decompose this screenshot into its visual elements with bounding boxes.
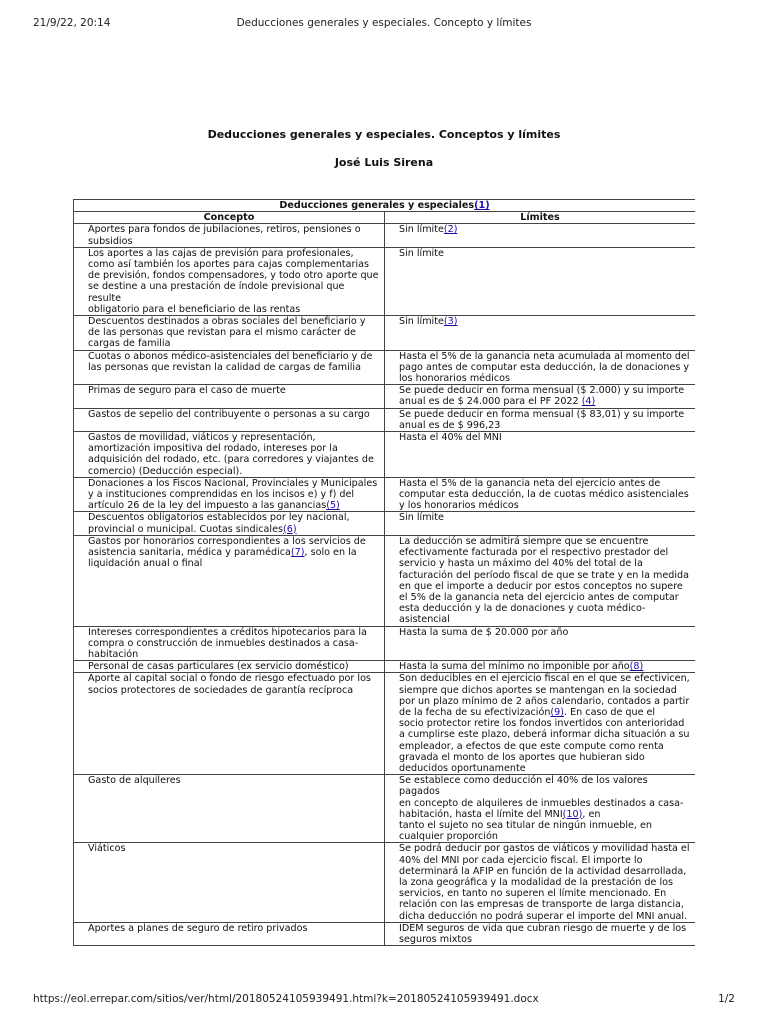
cell-text: Hasta la suma de $ 20.000 por año [399, 626, 569, 638]
concepto-cell [74, 477, 385, 512]
concepto-cell [74, 316, 385, 351]
limite-cell [385, 224, 696, 247]
column-header-limites: Límites [385, 212, 696, 224]
print-url: https://eol.errepar.com/sitios/ver/html/20180524105939491.html?k=20180524105939491.docx [33, 993, 539, 1005]
cell-line [88, 248, 379, 304]
footnote-link[interactable]: (4) [581, 396, 596, 408]
table-row [74, 477, 696, 512]
cell-line [88, 627, 379, 661]
cell-line [399, 536, 690, 626]
concepto-cell [74, 843, 385, 922]
cell-text: Gasto de alquileres [88, 775, 181, 787]
column-header-concepto: Concepto [74, 212, 385, 224]
deductions-table-container [73, 199, 695, 983]
document-title: Deducciones generales y especiales. Conceptos y límites [207, 128, 561, 141]
concepto-cell [74, 512, 385, 535]
cell-text: Sin límite [399, 316, 444, 328]
cell-line [88, 661, 379, 672]
limite-cell [385, 385, 696, 408]
cell-text: Descuentos obligatorios establecidos por ley nacional, provincial o municipal. Cuotas sindicales [88, 512, 350, 535]
cell-text: Los aportes a las cajas de previsión para profesionales, como así también los aportes para cajas complementarias de previsión, fondos compensadores, y todo otro aporte que se destine a una prestación de índole previsional que resulte [88, 247, 379, 304]
concepto-cell [74, 673, 385, 775]
cell-line [399, 934, 690, 945]
cell-line [399, 409, 690, 431]
footnote-link[interactable]: (3) [443, 316, 458, 328]
table-body [74, 224, 696, 946]
cell-line [88, 843, 379, 854]
cell-line [88, 304, 379, 315]
concepto-cell [74, 408, 385, 431]
print-datetime: 21/9/22, 20:14 [33, 17, 111, 29]
table-row [74, 535, 696, 626]
cell-text: Se puede deducir en forma mensual ($ 2.000) y su importe anual es de $ 24.000 para el PF 2022 [399, 385, 685, 408]
print-page-title: Deducciones generales y especiales. Concepto y límites [236, 17, 532, 29]
footnote-link[interactable]: (2) [443, 224, 458, 236]
cell-text: , solo en la liquidación anual o final [88, 547, 357, 570]
footnote-link[interactable]: (5) [326, 500, 340, 512]
table-row [74, 350, 696, 385]
footnote-link[interactable]: (6) [282, 523, 297, 535]
cell-line [399, 729, 690, 774]
cell-line [399, 923, 690, 934]
limite-cell [385, 535, 696, 626]
deductions-table [73, 199, 695, 946]
cell-text: seguros mixtos [399, 934, 473, 945]
limite-cell [385, 477, 696, 512]
table-row [74, 432, 696, 478]
table-row [74, 224, 696, 247]
limite-cell [385, 316, 696, 351]
cell-line [88, 432, 379, 477]
cell-line [399, 661, 690, 672]
footnote-link[interactable]: (9) [550, 706, 564, 718]
table-row [74, 512, 696, 535]
footnote-link[interactable]: (8) [629, 661, 644, 673]
table-caption-text: Deducciones generales y especiales [279, 200, 475, 211]
cell-text: socio protector retire los fondos invertidos con anterioridad [399, 718, 685, 730]
cell-line [88, 673, 379, 695]
cell-text: Intereses correspondientes a créditos hipotecarios para la compra o construcción de inmuebles destinados a casa-habitación [88, 626, 367, 660]
cell-text: Sin límite [399, 247, 444, 259]
cell-line [88, 351, 379, 373]
cell-text: Se establece como deducción el 40% de los valores pagados [399, 775, 648, 798]
cell-line [88, 923, 379, 934]
footnote-link[interactable]: (1) [474, 200, 490, 211]
limite-cell [385, 922, 696, 945]
cell-text: Sin límite [399, 224, 444, 236]
cell-line [399, 512, 690, 523]
cell-line [399, 627, 690, 638]
cell-text: tanto el sujeto no sea titular de ningún inmueble, en cualquier proporción [399, 819, 652, 843]
cell-line [88, 316, 379, 350]
cell-text: obligatorio para el beneficiario de las rentas [88, 303, 301, 315]
table-caption-row [74, 200, 696, 212]
table-row [74, 922, 696, 945]
cell-text: Aporte al capital social o fondo de riesgo efectuado por los socios protectores de sociedades de garantía recíproca [88, 673, 371, 696]
cell-line [399, 798, 690, 820]
cell-text: . En caso de que el [564, 706, 656, 718]
cell-line [399, 248, 690, 259]
cell-line [88, 775, 379, 786]
cell-text: Sin límite [399, 512, 444, 524]
cell-text: Personal de casas particulares (ex servicio doméstico) [88, 661, 349, 673]
cell-line [399, 843, 690, 921]
cell-line [399, 316, 690, 327]
limite-cell [385, 775, 696, 843]
limite-cell [385, 247, 696, 315]
cell-text: Hasta el 5% de la ganancia neta del ejercicio antes de computar esta deducción, la de cuotas médico asistenciales y los honorarios médicos [399, 477, 689, 512]
table-row [74, 247, 696, 315]
print-header [33, 17, 735, 31]
concepto-cell [74, 775, 385, 843]
table-row [74, 626, 696, 661]
cell-line [399, 351, 690, 385]
cell-text: en concepto de alquileres de inmuebles destinados a casa-habitación, hasta el límite del MNI [399, 797, 684, 820]
cell-text: Hasta el 40% del MNI [399, 432, 502, 444]
document-author: José Luis Sirena [334, 156, 434, 169]
concepto-cell [74, 661, 385, 673]
table-header-row [74, 212, 696, 224]
cell-line [399, 718, 690, 729]
concepto-cell [74, 385, 385, 408]
limite-cell [385, 512, 696, 535]
cell-line [88, 385, 379, 396]
cell-line [399, 385, 690, 407]
table-row [74, 843, 696, 922]
table-row [74, 385, 696, 408]
cell-line [399, 673, 690, 718]
cell-line [88, 478, 379, 512]
concepto-cell [74, 535, 385, 626]
cell-line [399, 224, 690, 235]
cell-text: Viáticos [88, 843, 126, 855]
cell-text: Son deducibles en el ejercicio fiscal en el que se efectivicen, siempre que dichos aportes se mantengan en la sociedad por un plazo mínimo de 2 años calendario, contados a partir de la fecha de su efectivización [399, 673, 690, 718]
table-row [74, 775, 696, 843]
cell-text: Hasta el 5% de la ganancia neta acumulada al momento del pago antes de computar esta deducción, la de donaciones y los honorarios médicos [399, 350, 690, 385]
cell-text: Cuotas o abonos médico-asistenciales del beneficiario y de las personas que revistan la calidad de cargas de familia [88, 350, 373, 373]
limite-cell [385, 661, 696, 673]
concepto-cell [74, 224, 385, 247]
cell-line [88, 536, 379, 570]
table-row [74, 408, 696, 431]
print-footer [33, 993, 735, 1007]
limite-cell [385, 843, 696, 922]
limite-cell [385, 350, 696, 385]
cell-line [399, 478, 690, 512]
cell-text: Primas de seguro para el caso de muerte [88, 385, 286, 397]
cell-text: Donaciones a los Fiscos Nacional, Provinciales y Municipales y a instituciones comprendidas en los incisos e) y f) del artículo 26 de la ley del impuesto a las ganancias [88, 477, 378, 512]
cell-text: a cumplirse este plazo, deberá informar dicha situación a su empleador, a efectos de que este compute como renta gravada el monto de los aportes que hubieran sido deducidos oportunamente [399, 729, 690, 774]
cell-line [399, 820, 690, 842]
cell-line [399, 432, 690, 443]
cell-text: Aportes para fondos de jubilaciones, retiros, pensiones o subsidios [88, 224, 361, 247]
table-caption [74, 200, 696, 212]
limite-cell [385, 626, 696, 661]
concepto-cell [74, 626, 385, 661]
concepto-cell [74, 432, 385, 478]
table-row [74, 673, 696, 775]
cell-text: Gastos por honorarios correspondientes a los servicios de asistencia sanitaria, médica y paramédica [88, 535, 366, 559]
cell-text: Descuentos destinados a obras sociales del beneficiario y de las personas que revistan para el mismo carácter de cargas de familia [88, 316, 366, 350]
table-row [74, 316, 696, 351]
cell-line [88, 409, 379, 420]
print-page-number: 1/2 [718, 993, 735, 1005]
limite-cell [385, 432, 696, 478]
footnote-link[interactable]: (7) [290, 547, 305, 559]
cell-line [88, 224, 379, 246]
cell-text: IDEM seguros de vida que cubran riesgo de muerte y de los [399, 922, 687, 934]
cell-text: Se puede deducir en forma mensual ($ 83,01) y su importe anual es de $ 996,23 [399, 408, 685, 431]
cell-text: Aportes a planes de seguro de retiro privados [88, 922, 308, 934]
cell-text: Gastos de movilidad, viáticos y representación, amortización impositiva del rodado, intereses por la adquisición del rodado, etc. (para corredores y viajantes de comercio) (Deducción especial). [88, 432, 374, 477]
table-row [74, 661, 696, 673]
concepto-cell [74, 247, 385, 315]
limite-cell [385, 673, 696, 775]
cell-text: Gastos de sepelio del contribuyente o personas a su cargo [88, 408, 370, 420]
footnote-link[interactable]: (10) [562, 808, 583, 820]
concepto-cell [74, 350, 385, 385]
cell-text: La deducción se admitirá siempre que se encuentre efectivamente facturada por el respectivo prestador del servicio y hasta un máximo del 40% del total de la facturación del período fiscal de que se trate y en la medida en que el importe a deducir por estos conceptos no supere el 5% de la ganancia neta del ejercicio antes de computar esta deducción y la de donaciones y cuota médico-asistencial [399, 535, 689, 626]
cell-text: Se podrá deducir por gastos de viáticos y movilidad hasta el 40% del MNI por cada ejercicio fiscal. El importe lo determinará la AFIP en función de la actividad desarrollada, la zona geográfica y la modalidad de la prestación de los servicios, en tanto no superen el límite mencionado. En relación con las empresas de transporte de larga distancia, dicha deducción no podrá superar el importe del MNI anual. [399, 843, 690, 922]
cell-line [88, 512, 379, 534]
cell-text: , en [582, 808, 601, 820]
concepto-cell [74, 922, 385, 945]
cell-text: Hasta la suma del mínimo no imponible por año [399, 661, 630, 673]
cell-line [399, 775, 690, 797]
limite-cell [385, 408, 696, 431]
